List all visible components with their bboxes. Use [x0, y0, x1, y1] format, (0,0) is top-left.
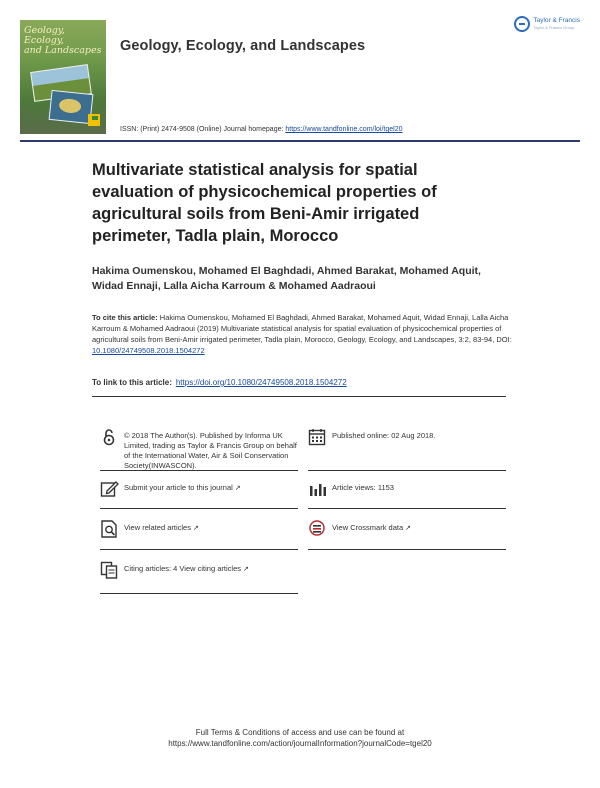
article-title: Multivariate statistical analysis for spatial evaluation of physicochemical properties of agricultural soils from Beni-Amir irrigated perimeter, Tadla plain, Morocco — [92, 161, 437, 245]
article-link-line — [92, 378, 512, 387]
external-link-icon: ↗ — [243, 566, 249, 573]
row-divider — [100, 508, 298, 509]
link-label: To link to this article: — [92, 378, 172, 387]
submit-article-link[interactable] — [100, 480, 300, 500]
terms-footer — [0, 727, 600, 749]
journal-name[interactable]: Geology, Ecology, and Landscapes — [120, 38, 366, 54]
header-divider — [20, 140, 580, 142]
issn-line — [120, 126, 403, 133]
row-divider — [308, 549, 506, 550]
publisher-logo[interactable] — [514, 16, 580, 32]
related-label: View related articles — [124, 523, 191, 532]
external-link-icon: ↗ — [405, 525, 412, 532]
row-divider — [308, 508, 506, 509]
license-text: © 2018 The Author(s). Published by Informa UK Limited, trading as Taylor & Francis Group on behalf of the International Water, Air & Soil Conservation Society(INWASCON). — [124, 431, 297, 470]
calendar-icon — [308, 428, 328, 446]
row-divider — [100, 593, 298, 594]
crossmark-icon — [308, 520, 328, 538]
crossmark-label: View Crossmark data — [332, 523, 404, 532]
terms-line: Full Terms & Conditions of access and use can be found at — [195, 728, 405, 737]
cover-title-line1: Geology, Ecology, — [24, 25, 65, 46]
citing-label: Citing articles: 4 View citing articles — [124, 564, 241, 573]
submit-label: Submit your article to this journal — [124, 483, 233, 492]
row-divider — [308, 470, 506, 471]
article-views: Article views: 1153 — [332, 483, 394, 492]
cite-doi-link[interactable]: 10.1080/24749508.2018.1504272 — [92, 346, 205, 355]
cover-title — [24, 26, 104, 56]
article-doi-link[interactable]: https://doi.org/10.1080/24749508.2018.1504272 — [175, 378, 347, 387]
cover-title-line2: and Landscapes — [24, 45, 102, 56]
external-link-icon: ↗ — [234, 485, 241, 492]
article-views-cell — [308, 480, 508, 500]
related-articles-link[interactable] — [100, 520, 300, 540]
issn-text: ISSN: (Print) 2474-9508 (Online) Journal homepage: — [120, 126, 286, 133]
journal-homepage-link[interactable]: https://www.tandfonline.com/loi/tgel20 — [285, 126, 403, 133]
row-divider — [100, 549, 298, 550]
cover-map-photo — [49, 90, 94, 124]
info-divider — [92, 396, 506, 397]
row-divider — [100, 470, 298, 471]
citation-block — [92, 312, 512, 356]
citing-documents-icon — [100, 561, 120, 579]
journal-cover-image[interactable] — [20, 20, 106, 134]
published-date: Published online: 02 Aug 2018. — [332, 431, 436, 440]
bar-chart-icon — [308, 480, 328, 498]
publisher-group: Taylor & Francis Group — [533, 25, 575, 30]
article-authors: Hakima Oumenskou, Mohamed El Baghdadi, Ahmed Barakat, Mohamed Aquit, Widad Ennaji, Lalla Aicha Karroum & Mohamed Aadraoui — [92, 265, 481, 292]
cover-society-logo — [92, 116, 98, 120]
crossmark-link[interactable] — [308, 520, 508, 540]
cite-text: Hakima Oumenskou, Mohamed El Baghdadi, Ahmed Barakat, Mohamed Aquit, Widad Ennaji, Lalla Aicha Karroum & Mohamed Aadraoui (2019) Multivariate statistical analysis for spatial evaluation of physicochemical properties of agricultural soils from Beni-Amir irrigated perimeter, Tadla plain, Morocco, Geology, Ecology, and Landscapes, 3:2, 83-94, DOI: — [92, 313, 512, 344]
license-cell — [100, 428, 300, 470]
external-link-icon: ↗ — [192, 525, 199, 532]
open-access-icon — [100, 428, 120, 446]
search-document-icon — [100, 520, 120, 538]
edit-icon — [100, 480, 120, 498]
taylor-francis-icon — [514, 16, 530, 32]
publisher-name: Taylor & Francis — [533, 17, 580, 24]
cite-label: To cite this article: — [92, 313, 158, 322]
terms-url[interactable]: https://www.tandfonline.com/action/journalInformation?journalCode=tgel20 — [168, 739, 432, 748]
published-cell — [308, 428, 508, 448]
citing-articles-link[interactable] — [100, 561, 300, 581]
